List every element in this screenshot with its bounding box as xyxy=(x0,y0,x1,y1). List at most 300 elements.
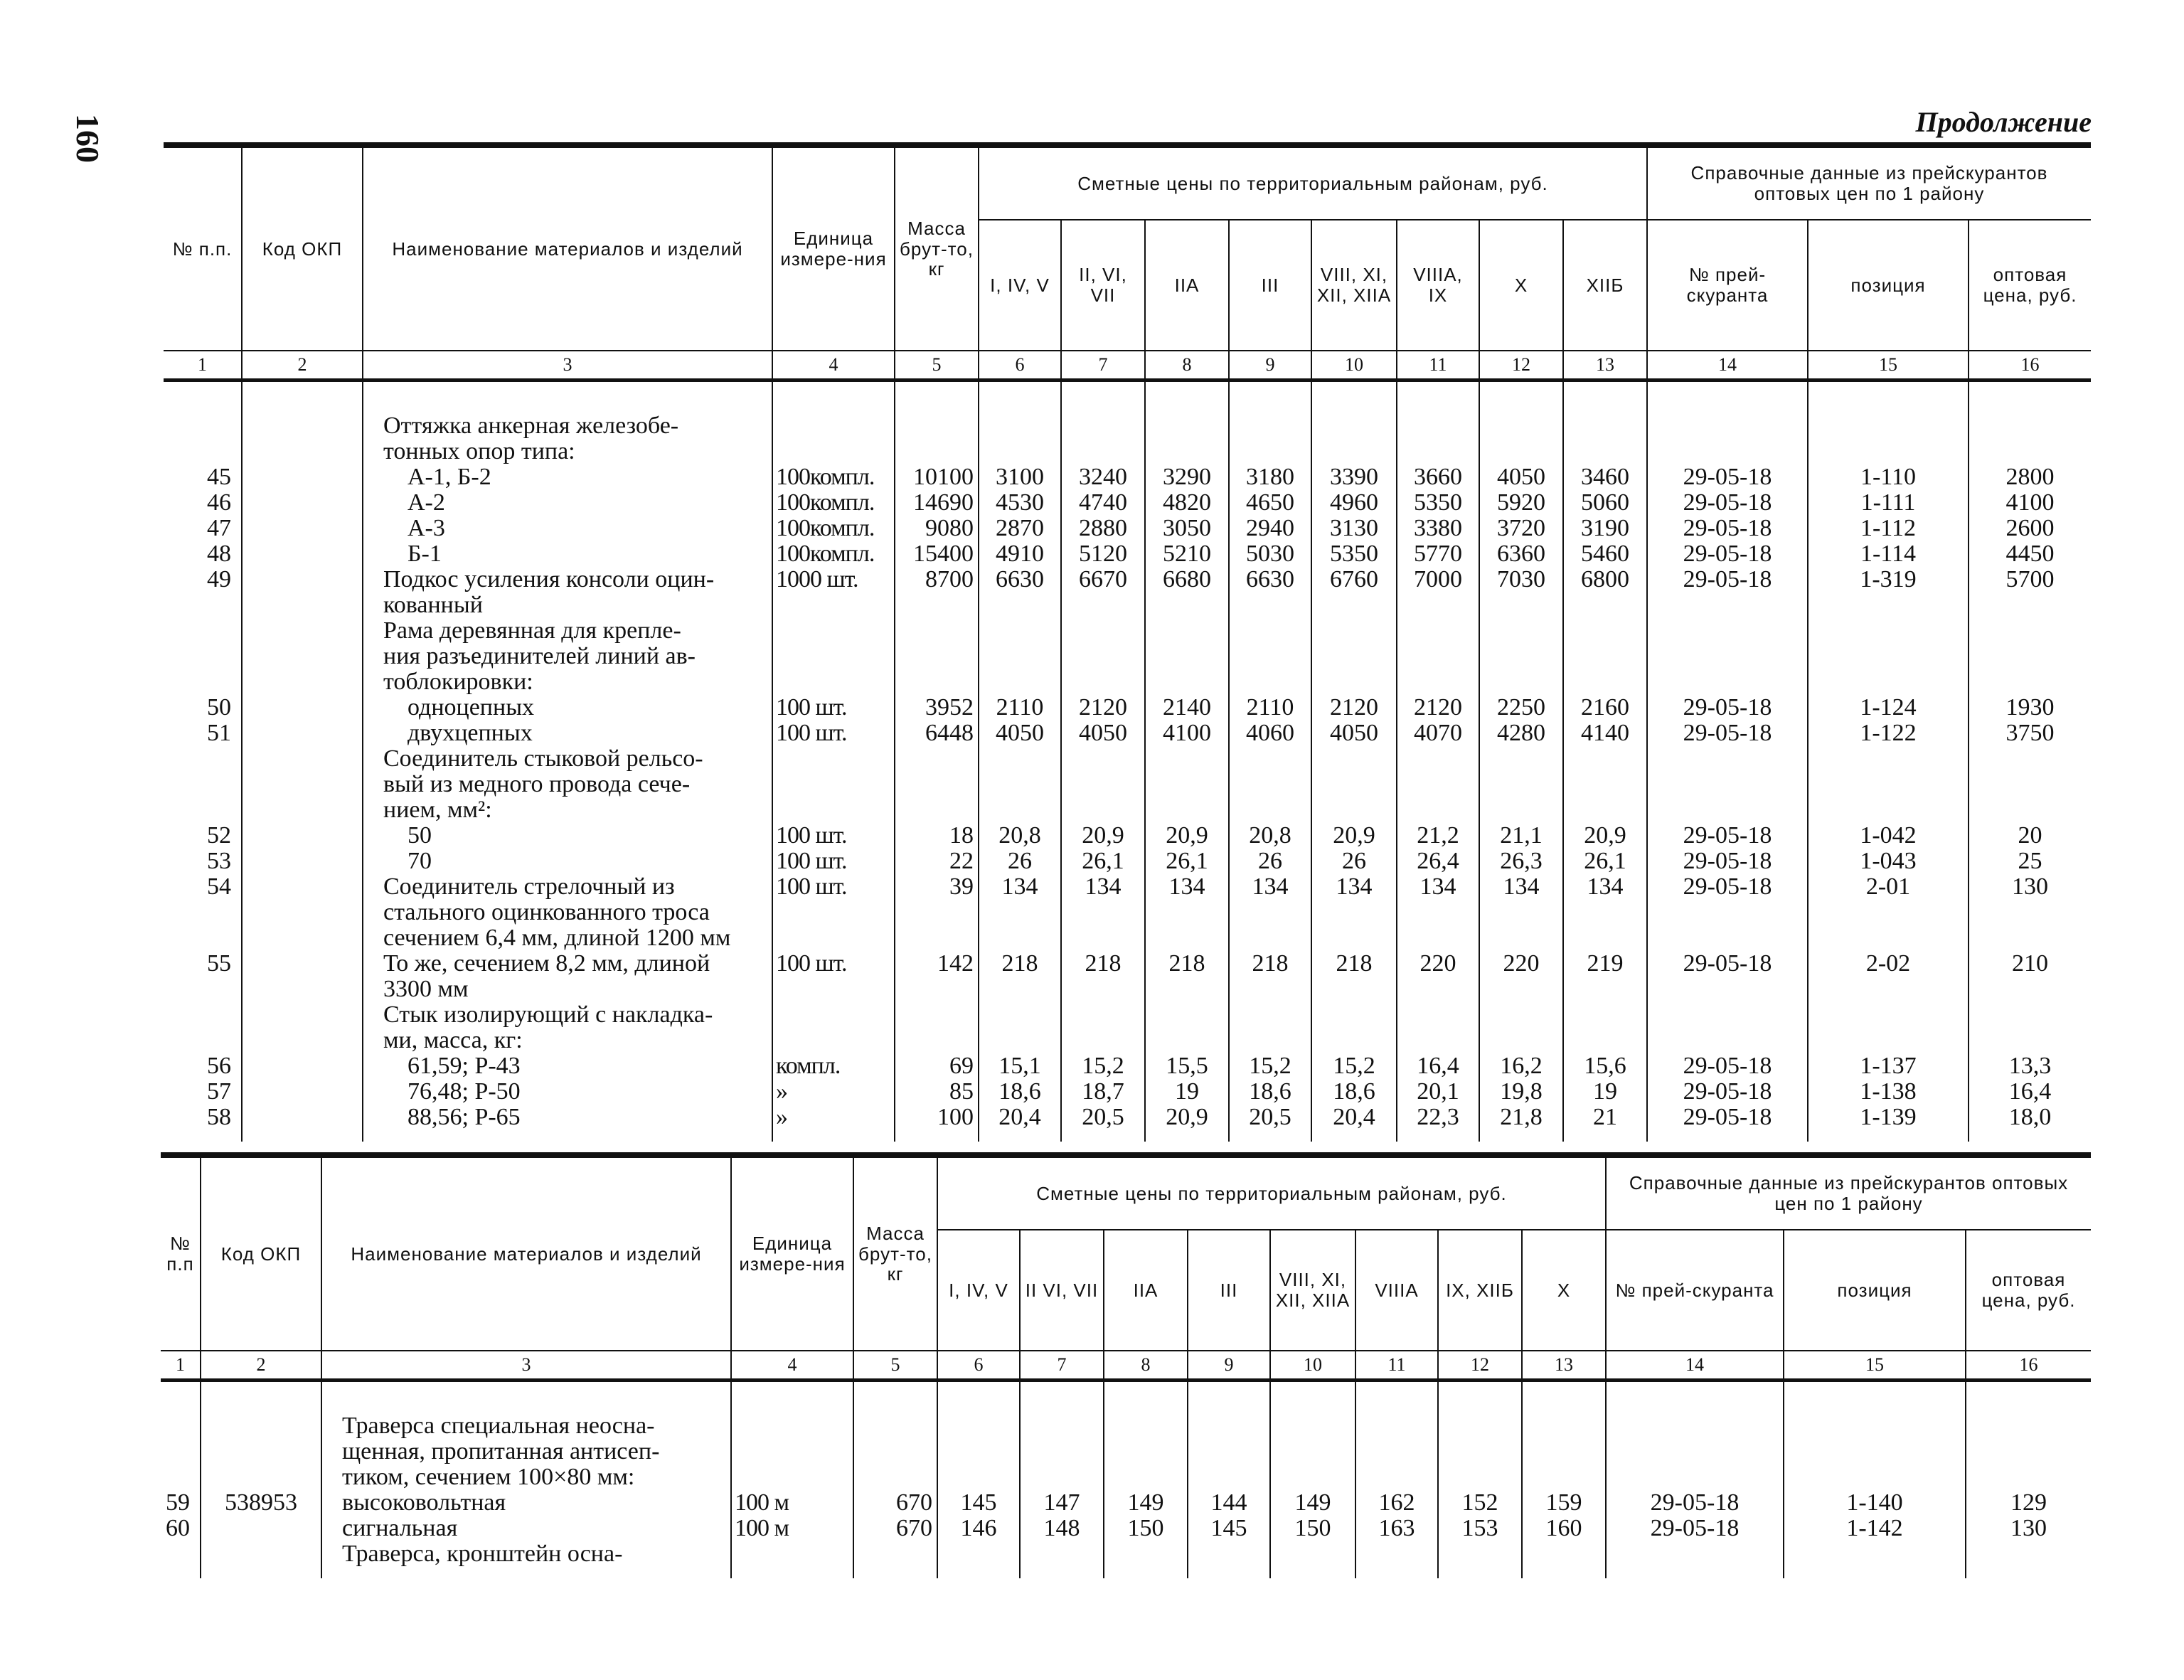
region-price xyxy=(1397,592,1479,618)
header-wholesale: оптовая цена, руб. xyxy=(1969,220,2091,351)
pricelist-number xyxy=(1647,772,1808,797)
item-name: вый из медного провода сече- xyxy=(363,772,772,797)
item-name: нием, мм²: xyxy=(363,797,772,823)
pricelist-number: 29-05-18 xyxy=(1647,567,1808,592)
row-number xyxy=(164,592,242,618)
pricelist-position: 1-138 xyxy=(1808,1079,1969,1105)
pricelist-position: 1-122 xyxy=(1808,721,1969,746)
region-price xyxy=(1020,1413,1104,1439)
region-price xyxy=(1311,413,1397,439)
table-row xyxy=(164,541,2091,567)
region-price xyxy=(1145,1028,1229,1053)
region-price: 134 xyxy=(1397,874,1479,900)
wholesale-price xyxy=(1966,1413,2091,1439)
region-price: 163 xyxy=(1355,1516,1438,1541)
gross-mass: 8700 xyxy=(895,567,979,592)
region-price: 4910 xyxy=(979,541,1061,567)
pricelist-number: 29-05-18 xyxy=(1647,874,1808,900)
column-number: 1 xyxy=(164,351,242,381)
region-price xyxy=(1397,772,1479,797)
gross-mass xyxy=(853,1541,937,1567)
header-region: VIII, XI, XII, XIIА xyxy=(1270,1230,1355,1351)
region-price xyxy=(1145,772,1229,797)
pricelist-position xyxy=(1808,746,1969,772)
region-price: 4820 xyxy=(1145,490,1229,516)
table-row xyxy=(164,772,2091,797)
header-mass: Масса брут-то, кг xyxy=(895,145,979,351)
region-price: 2120 xyxy=(1397,695,1479,721)
region-price xyxy=(1311,772,1397,797)
pricelist-number: 29-05-18 xyxy=(1647,1053,1808,1079)
pricelist-number xyxy=(1647,1028,1808,1053)
region-price: 160 xyxy=(1522,1516,1606,1541)
header-region: VIII, XI, XII, XIIА xyxy=(1311,220,1397,351)
region-price xyxy=(1563,439,1647,464)
region-price: 18,7 xyxy=(1061,1079,1145,1105)
region-price xyxy=(1061,925,1145,951)
wholesale-price xyxy=(1969,1028,2091,1053)
pricelist-number xyxy=(1647,592,1808,618)
region-price xyxy=(1104,1413,1188,1439)
region-price: 159 xyxy=(1522,1490,1606,1516)
column-number: 14 xyxy=(1647,351,1808,381)
header-name: Наименование материалов и изделий xyxy=(321,1155,731,1351)
pricelist-number xyxy=(1606,1541,1784,1567)
region-price xyxy=(1522,1541,1606,1567)
region-price: 134 xyxy=(1229,874,1311,900)
row-number: 53 xyxy=(207,848,231,874)
region-price: 4530 xyxy=(979,490,1061,516)
gross-mass: 14690 xyxy=(895,490,979,516)
gross-mass: 18 xyxy=(895,823,979,849)
region-price: 4050 xyxy=(979,721,1061,746)
column-number: 8 xyxy=(1104,1351,1188,1381)
item-name: Траверса, кронштейн осна- xyxy=(321,1541,731,1567)
table-row xyxy=(164,746,2091,772)
region-price xyxy=(979,797,1061,823)
region-price: 145 xyxy=(937,1490,1020,1516)
region-price xyxy=(1397,439,1479,464)
header-prices-group: Сметные цены по территориальным районам, руб. xyxy=(979,145,1647,220)
okp-code xyxy=(242,1079,363,1105)
region-price: 147 xyxy=(1020,1490,1104,1516)
header-region: IIА xyxy=(1145,220,1229,351)
table-row xyxy=(164,977,2091,1002)
item-name-text: 61,59; Р-43 xyxy=(407,1053,521,1079)
pricelist-number: 29-05-18 xyxy=(1647,695,1808,721)
region-price: 5350 xyxy=(1311,541,1397,567)
item-name-text: 50 xyxy=(407,822,432,849)
header-prices-group: Сметные цены по территориальным районам, руб. xyxy=(937,1155,1606,1230)
region-price: 2110 xyxy=(1229,695,1311,721)
region-price xyxy=(1479,439,1563,464)
region-price: 3460 xyxy=(1563,464,1647,490)
region-price: 4140 xyxy=(1563,721,1647,746)
header-region: III xyxy=(1229,220,1311,351)
header-region: IX, XIIБ xyxy=(1438,1230,1522,1351)
okp-code xyxy=(242,823,363,849)
unit xyxy=(772,772,895,797)
region-price xyxy=(1479,1002,1563,1028)
pricelist-position xyxy=(1808,772,1969,797)
wholesale-price: 20 xyxy=(1969,823,2091,849)
column-number-row xyxy=(161,1351,2091,1381)
region-price xyxy=(1188,1413,1270,1439)
page-number: 160 xyxy=(70,114,106,163)
row-number xyxy=(164,900,242,925)
region-price: 2120 xyxy=(1311,695,1397,721)
gross-mass: 670 xyxy=(853,1516,937,1541)
pricelist-number: 29-05-18 xyxy=(1647,823,1808,849)
table-row xyxy=(161,1439,2091,1464)
region-price xyxy=(1229,977,1311,1002)
unit xyxy=(772,746,895,772)
region-price xyxy=(1270,1439,1355,1464)
region-price xyxy=(1229,900,1311,925)
region-price: 26,1 xyxy=(1563,849,1647,874)
region-price xyxy=(1104,1464,1188,1490)
region-price xyxy=(1270,1464,1355,1490)
region-price xyxy=(937,1541,1020,1567)
item-name: кованный xyxy=(363,592,772,618)
header-region: IIА xyxy=(1104,1230,1188,1351)
region-price: 3380 xyxy=(1397,516,1479,541)
item-name: Траверса специальная неосна- xyxy=(321,1413,731,1439)
region-price xyxy=(1479,900,1563,925)
table-row xyxy=(164,644,2091,669)
row-number: 59 xyxy=(166,1489,190,1516)
header-okp: Код ОКП xyxy=(242,145,363,351)
okp-code xyxy=(242,772,363,797)
row-number: 58 xyxy=(207,1104,231,1130)
region-price: 20,9 xyxy=(1145,1105,1229,1130)
pricelist-position xyxy=(1808,900,1969,925)
item-name xyxy=(363,490,772,516)
pricelist-position: 2-01 xyxy=(1808,874,1969,900)
pricelist-position xyxy=(1808,797,1969,823)
wholesale-price xyxy=(1969,618,2091,644)
pricelist-number: 29-05-18 xyxy=(1647,1079,1808,1105)
region-price xyxy=(1229,925,1311,951)
column-number: 13 xyxy=(1522,1351,1606,1381)
table-row xyxy=(164,1028,2091,1053)
region-price xyxy=(1438,1413,1522,1439)
table-row xyxy=(161,1490,2091,1516)
region-price: 6800 xyxy=(1563,567,1647,592)
region-price xyxy=(1229,1002,1311,1028)
region-price xyxy=(1355,1541,1438,1567)
pricelist-position xyxy=(1808,592,1969,618)
region-price xyxy=(1229,1028,1311,1053)
pricelist-number xyxy=(1647,977,1808,1002)
okp-code xyxy=(242,669,363,695)
region-price xyxy=(1145,797,1229,823)
region-price: 21,2 xyxy=(1397,823,1479,849)
header-region: X xyxy=(1479,220,1563,351)
unit xyxy=(772,592,895,618)
item-name-text: 88,56; Р-65 xyxy=(407,1104,521,1130)
region-price: 148 xyxy=(1020,1516,1104,1541)
header-pricelist: № прей-скуранта xyxy=(1647,220,1808,351)
region-price: 150 xyxy=(1104,1516,1188,1541)
region-price: 15,2 xyxy=(1061,1053,1145,1079)
region-price: 15,2 xyxy=(1311,1053,1397,1079)
region-price xyxy=(1145,900,1229,925)
item-name-text: А-3 xyxy=(407,515,445,541)
item-name-text: Б-1 xyxy=(407,541,442,567)
okp-code xyxy=(201,1516,321,1541)
wholesale-price: 2600 xyxy=(1969,516,2091,541)
unit: 100 шт. xyxy=(772,951,895,977)
item-name: Соединитель стрелочный из xyxy=(363,874,772,900)
unit xyxy=(772,413,895,439)
region-price xyxy=(1311,592,1397,618)
unit xyxy=(731,1439,853,1464)
region-price: 134 xyxy=(1145,874,1229,900)
gross-mass xyxy=(853,1464,937,1490)
region-price xyxy=(1563,797,1647,823)
region-price: 3100 xyxy=(979,464,1061,490)
region-price: 20,8 xyxy=(1229,823,1311,849)
row-number: 60 xyxy=(166,1515,190,1541)
wholesale-price: 1930 xyxy=(1969,695,2091,721)
region-price: 3130 xyxy=(1311,516,1397,541)
header-num: № п.п xyxy=(161,1155,201,1351)
region-price: 22,3 xyxy=(1397,1105,1479,1130)
header-region: XIIБ xyxy=(1563,220,1647,351)
item-name-text: 76,48; Р-50 xyxy=(407,1078,521,1105)
column-number: 15 xyxy=(1808,351,1969,381)
region-price: 145 xyxy=(1188,1516,1270,1541)
okp-code xyxy=(242,1053,363,1079)
item-name: ми, масса, кг: xyxy=(363,1028,772,1053)
region-price: 26,3 xyxy=(1479,849,1563,874)
region-price xyxy=(1270,1541,1355,1567)
unit xyxy=(772,900,895,925)
pricelist-number: 29-05-18 xyxy=(1647,464,1808,490)
unit: 100 шт. xyxy=(772,849,895,874)
region-price xyxy=(1563,644,1647,669)
region-price: 2120 xyxy=(1061,695,1145,721)
okp-code xyxy=(242,490,363,516)
header-mass: Масса брут-то, кг xyxy=(853,1155,937,1351)
region-price xyxy=(979,618,1061,644)
region-price: 5210 xyxy=(1145,541,1229,567)
pricelist-position xyxy=(1784,1541,1966,1567)
region-price xyxy=(1438,1464,1522,1490)
region-price: 5060 xyxy=(1563,490,1647,516)
region-price: 218 xyxy=(1061,951,1145,977)
region-price xyxy=(1397,977,1479,1002)
region-price: 21,1 xyxy=(1479,823,1563,849)
column-number: 1 xyxy=(161,1351,201,1381)
okp-code xyxy=(242,413,363,439)
column-number: 12 xyxy=(1479,351,1563,381)
row-number: 56 xyxy=(207,1053,231,1079)
gross-mass: 15400 xyxy=(895,541,979,567)
header-region: I, IV, V xyxy=(937,1230,1020,1351)
region-price xyxy=(979,900,1061,925)
row-number xyxy=(161,1464,201,1490)
region-price: 15,2 xyxy=(1229,1053,1311,1079)
unit: 100 шт. xyxy=(772,874,895,900)
region-price xyxy=(1229,797,1311,823)
region-price: 15,6 xyxy=(1563,1053,1647,1079)
okp-code xyxy=(242,874,363,900)
unit xyxy=(772,618,895,644)
item-name xyxy=(363,1105,772,1130)
region-price: 2940 xyxy=(1229,516,1311,541)
table-row xyxy=(164,925,2091,951)
region-price xyxy=(1355,1464,1438,1490)
item-name: Подкос усиления консоли оцин- xyxy=(363,567,772,592)
item-name xyxy=(363,541,772,567)
region-price xyxy=(1479,618,1563,644)
region-price: 21 xyxy=(1563,1105,1647,1130)
gross-mass xyxy=(895,644,979,669)
region-price xyxy=(1104,1439,1188,1464)
region-price xyxy=(979,977,1061,1002)
region-price xyxy=(1563,900,1647,925)
region-price: 6760 xyxy=(1311,567,1397,592)
unit xyxy=(772,669,895,695)
region-price: 3290 xyxy=(1145,464,1229,490)
pricelist-position: 1-042 xyxy=(1808,823,1969,849)
column-number: 5 xyxy=(853,1351,937,1381)
gross-mass: 670 xyxy=(853,1490,937,1516)
okp-code xyxy=(242,925,363,951)
pricelist-number xyxy=(1647,1002,1808,1028)
region-price: 2160 xyxy=(1563,695,1647,721)
pricelist-number: 29-05-18 xyxy=(1647,1105,1808,1130)
region-price xyxy=(1229,669,1311,695)
region-price: 5120 xyxy=(1061,541,1145,567)
region-price: 134 xyxy=(1061,874,1145,900)
gross-mass xyxy=(895,439,979,464)
table-row xyxy=(161,1541,2091,1567)
wholesale-price xyxy=(1969,413,2091,439)
region-price: 15,1 xyxy=(979,1053,1061,1079)
okp-code xyxy=(242,900,363,925)
region-price xyxy=(1229,413,1311,439)
item-name-text: А-1, Б-2 xyxy=(407,464,491,490)
table-row xyxy=(164,900,2091,925)
region-price xyxy=(1061,618,1145,644)
gross-mass: 6448 xyxy=(895,721,979,746)
region-price: 4960 xyxy=(1311,490,1397,516)
region-price xyxy=(1438,1541,1522,1567)
item-name: Оттяжка анкерная железобе- xyxy=(363,413,772,439)
item-name-text: двухцепных xyxy=(407,720,533,746)
unit xyxy=(772,1028,895,1053)
region-price xyxy=(1020,1439,1104,1464)
region-price xyxy=(1145,977,1229,1002)
pricelist-number xyxy=(1606,1464,1784,1490)
region-price: 3190 xyxy=(1563,516,1647,541)
gross-mass xyxy=(895,925,979,951)
column-number: 12 xyxy=(1438,1351,1522,1381)
region-price xyxy=(1229,439,1311,464)
region-price xyxy=(1397,618,1479,644)
region-price: 2870 xyxy=(979,516,1061,541)
region-price xyxy=(1522,1439,1606,1464)
region-price xyxy=(1229,618,1311,644)
region-price: 2140 xyxy=(1145,695,1229,721)
region-price xyxy=(1397,746,1479,772)
unit xyxy=(772,1002,895,1028)
row-number: 54 xyxy=(207,873,231,900)
gross-mass: 85 xyxy=(895,1079,979,1105)
table-row xyxy=(161,1413,2091,1439)
region-price xyxy=(1479,644,1563,669)
pricelist-position: 1-140 xyxy=(1784,1490,1966,1516)
gross-mass: 3952 xyxy=(895,695,979,721)
header-region: VIIIА xyxy=(1355,1230,1438,1351)
column-number: 6 xyxy=(979,351,1061,381)
region-price xyxy=(1397,1002,1479,1028)
region-price: 26,1 xyxy=(1061,849,1145,874)
header-unit: Единица измере-ния xyxy=(772,145,895,351)
column-number: 8 xyxy=(1145,351,1229,381)
region-price: 3050 xyxy=(1145,516,1229,541)
row-number: 50 xyxy=(207,694,231,721)
column-number: 16 xyxy=(1966,1351,2091,1381)
region-price: 4050 xyxy=(1311,721,1397,746)
item-name xyxy=(363,464,772,490)
table-row xyxy=(164,721,2091,746)
pricelist-number xyxy=(1647,669,1808,695)
region-price xyxy=(1145,592,1229,618)
region-price xyxy=(1061,977,1145,1002)
item-name: тиком, сечением 100×80 мм: xyxy=(321,1464,731,1490)
pricelist-position: 1-319 xyxy=(1808,567,1969,592)
okp-code xyxy=(242,541,363,567)
okp-code xyxy=(242,849,363,874)
region-price xyxy=(1145,1002,1229,1028)
pricelist-number xyxy=(1647,644,1808,669)
column-number-row xyxy=(164,351,2091,381)
header-name: Наименование материалов и изделий xyxy=(363,145,772,351)
unit xyxy=(772,977,895,1002)
wholesale-price: 13,3 xyxy=(1969,1053,2091,1079)
region-price xyxy=(1397,797,1479,823)
row-number xyxy=(164,644,242,669)
table-row xyxy=(164,592,2091,618)
header-region: VIIIА, IX xyxy=(1397,220,1479,351)
region-price xyxy=(1479,1028,1563,1053)
item-name: Рама деревянная для крепле- xyxy=(363,618,772,644)
row-number xyxy=(164,772,242,797)
header-num: № п.п. xyxy=(164,145,242,351)
gross-mass: 9080 xyxy=(895,516,979,541)
column-number: 9 xyxy=(1229,351,1311,381)
region-price: 15,5 xyxy=(1145,1053,1229,1079)
column-number: 2 xyxy=(201,1351,321,1381)
pricelist-position xyxy=(1784,1413,1966,1439)
region-price: 152 xyxy=(1438,1490,1522,1516)
okp-code xyxy=(242,464,363,490)
pricelist-number: 29-05-18 xyxy=(1647,849,1808,874)
table-row xyxy=(164,1053,2091,1079)
region-price xyxy=(1311,977,1397,1002)
pricelist-position xyxy=(1808,925,1969,951)
pricelist-number: 29-05-18 xyxy=(1647,490,1808,516)
table-row xyxy=(164,567,2091,592)
region-price: 2250 xyxy=(1479,695,1563,721)
okp-code xyxy=(201,1413,321,1439)
item-name: 3300 мм xyxy=(363,977,772,1002)
region-price xyxy=(1145,925,1229,951)
